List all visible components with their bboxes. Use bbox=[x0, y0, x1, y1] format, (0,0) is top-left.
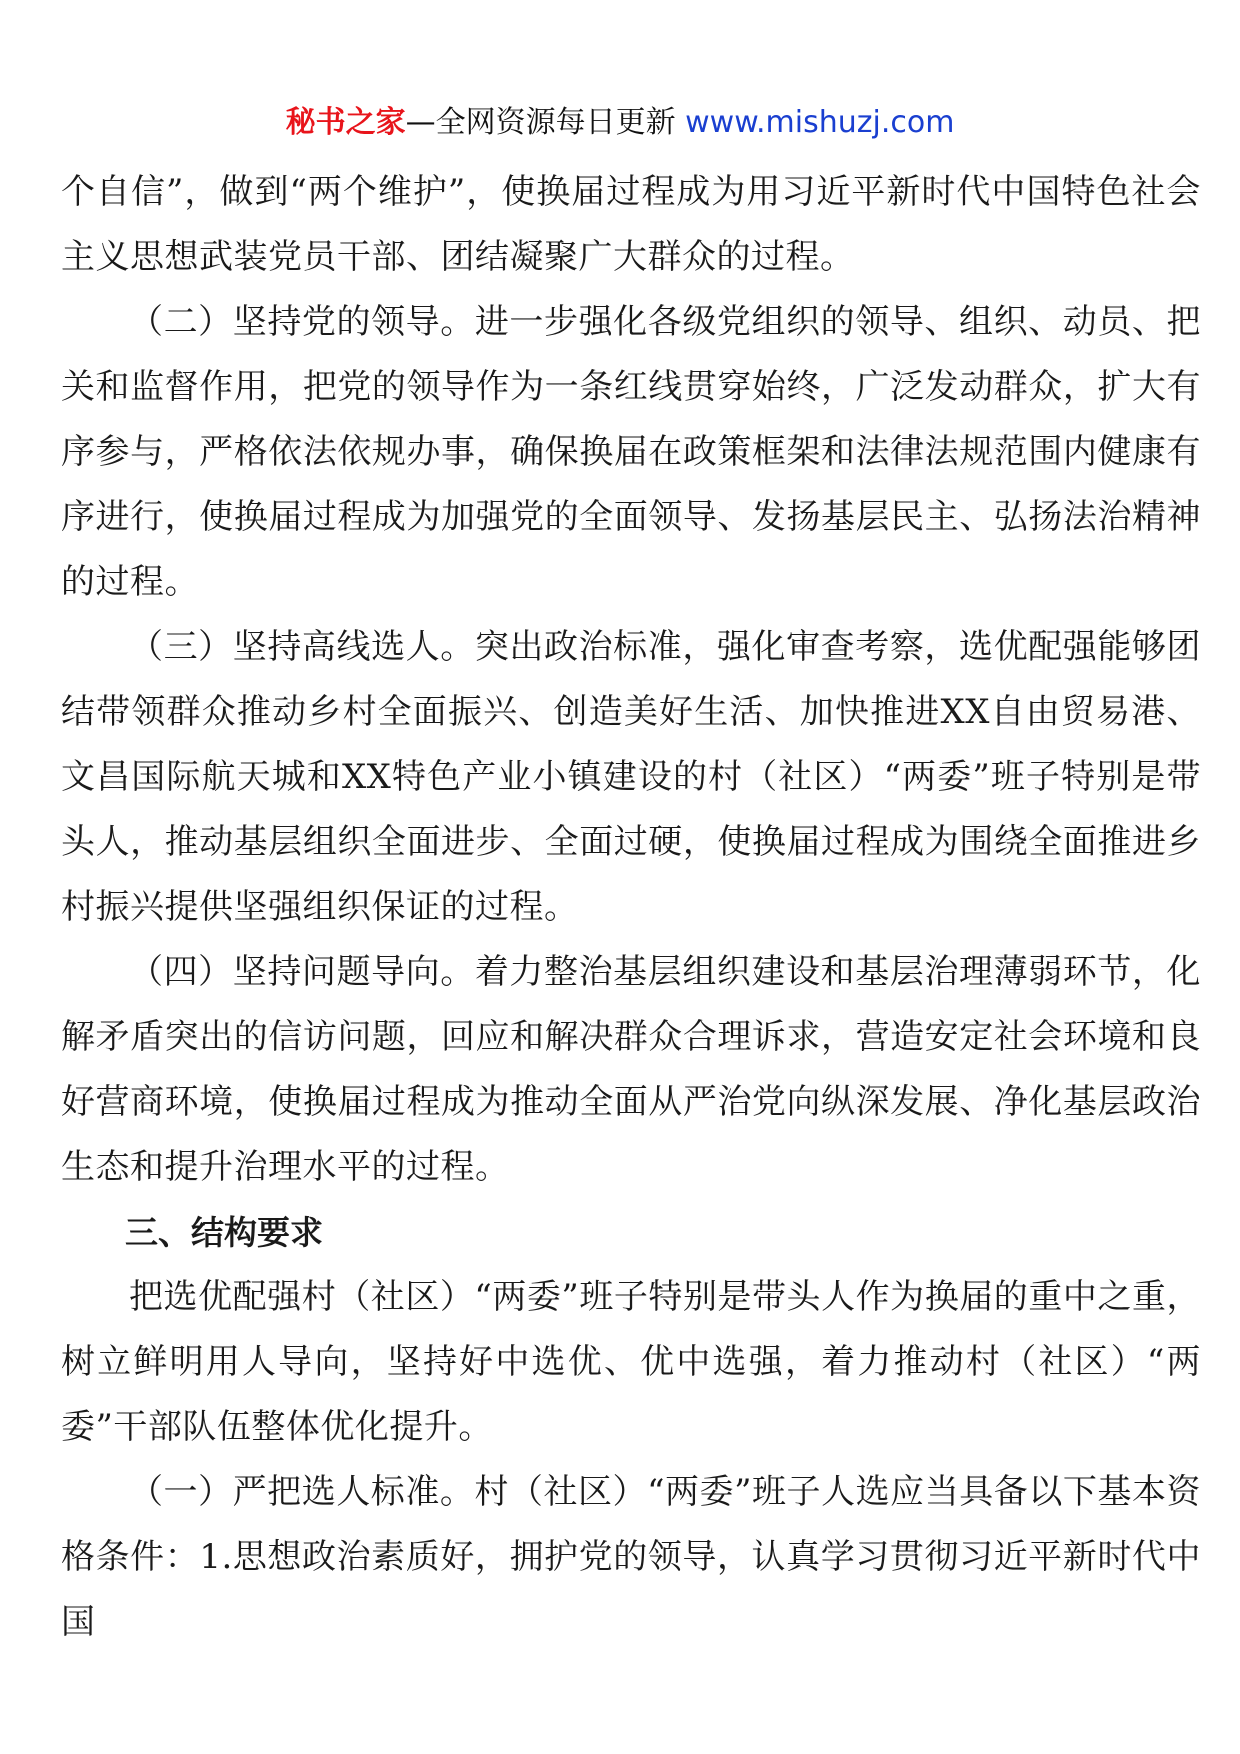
header-slogan: —全网资源每日更新 bbox=[405, 105, 676, 140]
header-site-url[interactable]: www.mishuzj.com bbox=[685, 105, 955, 140]
paragraph-continuation: 个自信”，做到“两个维护”，使换届过程成为用习近平新时代中国特色社会主义思想武装党员干部、团结凝聚广大群众的过程。 bbox=[61, 172, 1201, 277]
paragraph-party-leadership: （二）坚持党的领导。进一步强化各级党组织的领导、组织、动员、把关和监督作用，把党的领导作为一条红线贯穿始终，广泛发动群众，扩大有序参与，严格依法依规办事，确保换届在政策框架和法律法规范围内健康有序进行，使换届过程成为加强党的全面领导、发扬基层民主、弘扬法治精神的过程。 bbox=[61, 302, 1201, 602]
header-brand: 秘书之家 bbox=[285, 105, 406, 140]
paragraph-selection-standards: （一）严把选人标准。村（社区）“两委”班子人选应当具备以下基本资格条件：1.思想政治素质好，拥护党的领导，认真学习贯彻习近平新时代中国 bbox=[61, 1472, 1201, 1642]
section-heading-structure-requirements: 三、结构要求 bbox=[125, 1213, 323, 1252]
paragraph-problem-oriented: （四）坚持问题导向。着力整治基层组织建设和基层治理薄弱环节，化解矛盾突出的信访问题，回应和解决群众合理诉求，营造安定社会环境和良好营商环境，使换届过程成为推动全面从严治党向纵深发展、净化基层政治生态和提升治理水平的过程。 bbox=[61, 952, 1201, 1187]
page-header bbox=[0, 100, 1240, 146]
paragraph-structure-intro: 把选优配强村（社区）“两委”班子特别是带头人作为换届的重中之重，树立鲜明用人导向，坚持好中选优、优中选强，着力推动村（社区）“两委”干部队伍整体优化提升。 bbox=[61, 1277, 1201, 1447]
document-body bbox=[61, 160, 1201, 1655]
paragraph-high-standard-selection: （三）坚持高线选人。突出政治标准，强化审查考察，选优配强能够团结带领群众推动乡村全面振兴、创造美好生活、加快推进XX自由贸易港、文昌国际航天城和XX特色产业小镇建设的村（社区）“两委”班子特别是带头人，推动基层组织全面进步、全面过硬，使换届过程成为围绕全面推进乡村振兴提供坚强组织保证的过程。 bbox=[61, 627, 1201, 927]
